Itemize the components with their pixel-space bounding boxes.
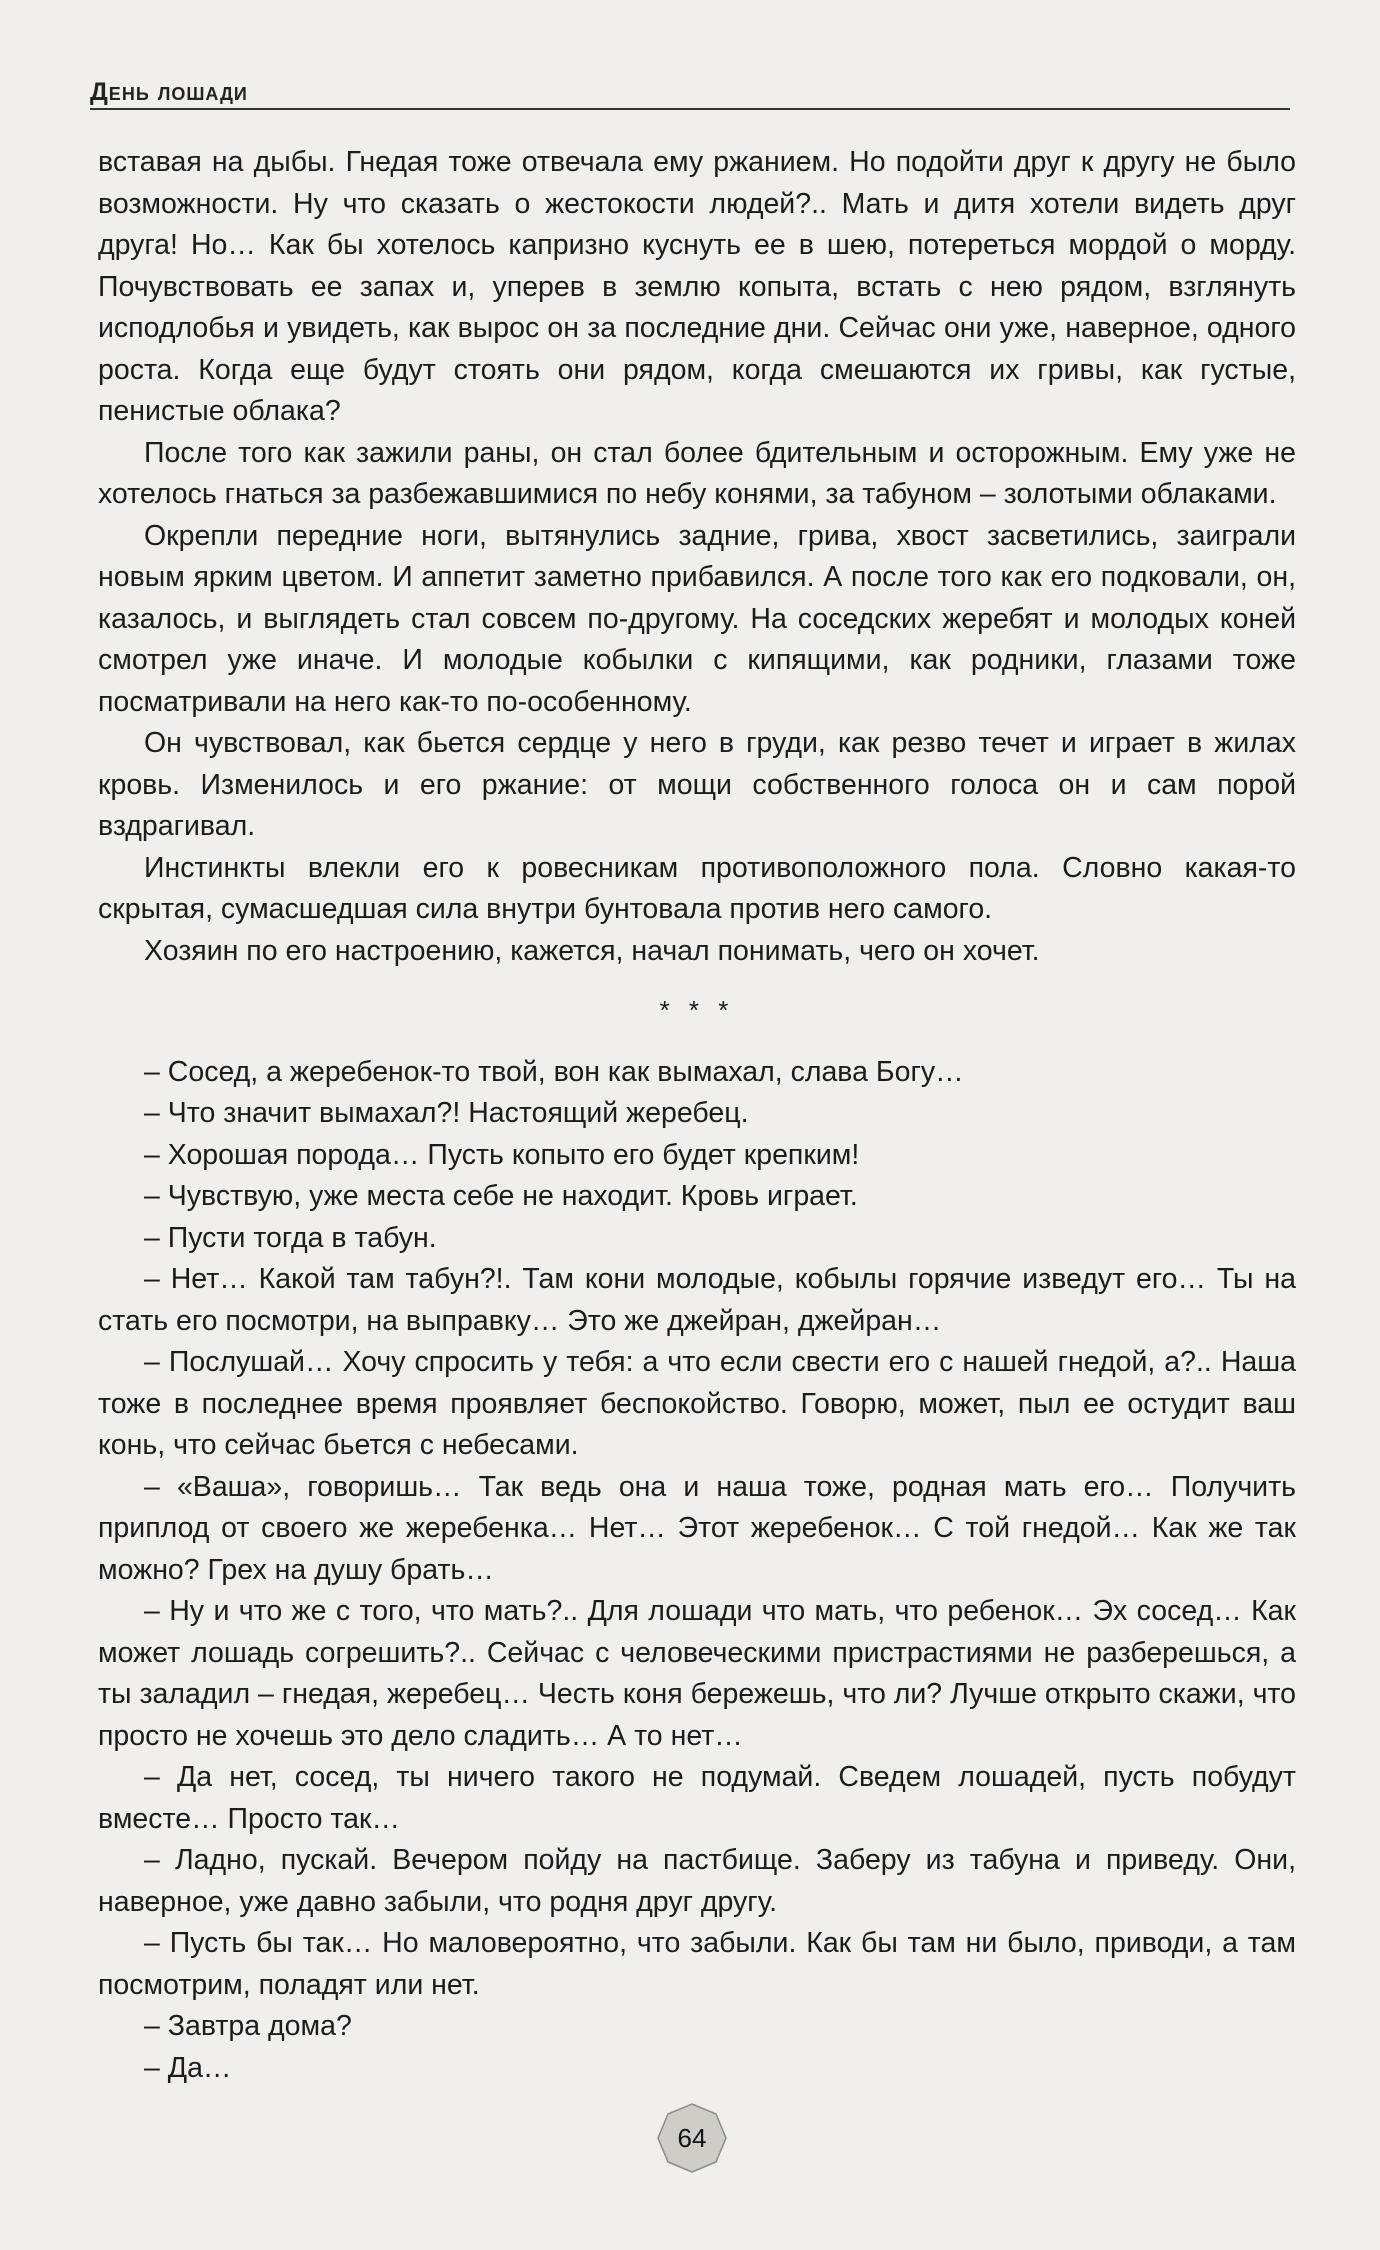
dialogue-line: – Сосед, а жеребенок-то твой, вон как вымахал, слава Богу…	[144, 1055, 964, 1088]
paragraph: вставая на дыбы. Гнедая тоже отвечала ему ржанием. Но подойти друг к другу не было возможности. Ну что сказать о жестокости людей?.. Мать и дитя хотели видеть друг друга! Но… Как бы хотелось капризно куснуть ее в шею, потереться мордой о морду. Почувствовать ее запах и, уперев в землю копыта, встать с нею рядом, взглянуть исподлобья и увидеть, как вырос он за последние дни. Сейчас они уже, наверное, одного роста. Когда еще будут стоять они рядом, когда смешаются их гривы, как густые, пенистые облака?	[98, 146, 1296, 427]
dialogue-line: – Что значит вымахал?! Настоящий жеребец.	[144, 1097, 749, 1129]
body-text	[98, 142, 1296, 2089]
page-number-badge	[656, 2102, 728, 2174]
dialogue-line: – Пусти тогда в табун.	[144, 1221, 437, 1254]
dialogue-line: – Чувствую, уже места себе не находит. Кровь играет.	[144, 1180, 858, 1212]
paragraph: Инстинкты влекли его к ровесникам противоположного пола. Словно какая-то скрытая, сумасшедшая сила внутри бунтовала против него самого.	[98, 851, 1296, 925]
dialogue-line: – Послушай… Хочу спросить у тебя: а что если свести его с нашей гнедой, а?.. Наша тоже в последнее время проявляет беспокойство. Говорю, может, пыл ее остудит ваш конь, что сейчас бьется с небесами.	[98, 1346, 1296, 1461]
section-separator: * * *	[659, 995, 735, 1025]
dialogue-line: – Хорошая порода… Пусть копыто его будет крепким!	[144, 1138, 860, 1171]
dialogue-line: – Пусть бы так… Но маловероятно, что забыли. Как бы там ни было, приводи, а там посмотрим, поладят или нет.	[98, 1927, 1296, 2001]
paragraph: После того как зажили раны, он стал более бдительным и осторожным. Ему уже не хотелось гнаться за разбежавшимися по небу конями, за табуном – золотыми облаками.	[98, 436, 1296, 510]
dialogue-line: – Да нет, сосед, ты ничего такого не подумай. Сведем лошадей, пусть побудут вместе… Просто так…	[98, 1761, 1296, 1835]
paragraph: Окрепли передние ноги, вытянулись задние, грива, хвост засветились, заиграли новым ярким цветом. И аппетит заметно прибавился. А после того как его подковали, он, казалось, и выглядеть стал совсем по-другому. На соседских жеребят и молодых коней смотрел уже иначе. И молодые кобылки с кипящими, как родники, глазами тоже посматривали на него как-то по-особенному.	[98, 519, 1296, 718]
dialogue-line: – Ладно, пускай. Вечером пойду на пастбище. Заберу из табуна и приведу. Они, наверное, уже давно забыли, что родня друг другу.	[98, 1844, 1296, 1918]
paragraph: Он чувствовал, как бьется сердце у него в груди, как резво течет и играет в жилах кровь. Изменилось и его ржание: от мощи собственного голоса он и сам порой вздрагивал.	[98, 727, 1296, 842]
dialogue-line: – Завтра дома?	[144, 2010, 352, 2042]
dialogue-line: – «Ваша», говоришь… Так ведь она и наша тоже, родная мать его… Получить приплод от своего же жеребенка… Нет… Этот жеребенок… С той гнедой… Как же так можно? Грех на душу брать…	[98, 1470, 1296, 1586]
dialogue-line: – Нет… Какой там табун?!. Там кони молодые, кобылы горячие изведут его… Ты на стать его посмотри, на выправку… Это же джейран, джейран…	[98, 1263, 1296, 1337]
header-rule	[90, 108, 1290, 110]
dialogue-line: – Ну и что же с того, что мать?.. Для лошади что мать, что ребенок… Эх сосед… Как может лошадь согрешить?.. Сейчас с человеческими пристрастиями не разберешься, а ты заладил – гнедая, жеребец… Честь коня бережешь, что ли? Лучше открыто скажи, что просто не хочешь это дело сладить… А то нет…	[98, 1595, 1296, 1752]
page-number: 64	[677, 2123, 707, 2153]
paragraph: Хозяин по его настроению, кажется, начал понимать, чего он хочет.	[144, 934, 1040, 967]
dialogue-line: – Да…	[144, 2051, 232, 2084]
running-title: День лошади	[90, 78, 248, 106]
